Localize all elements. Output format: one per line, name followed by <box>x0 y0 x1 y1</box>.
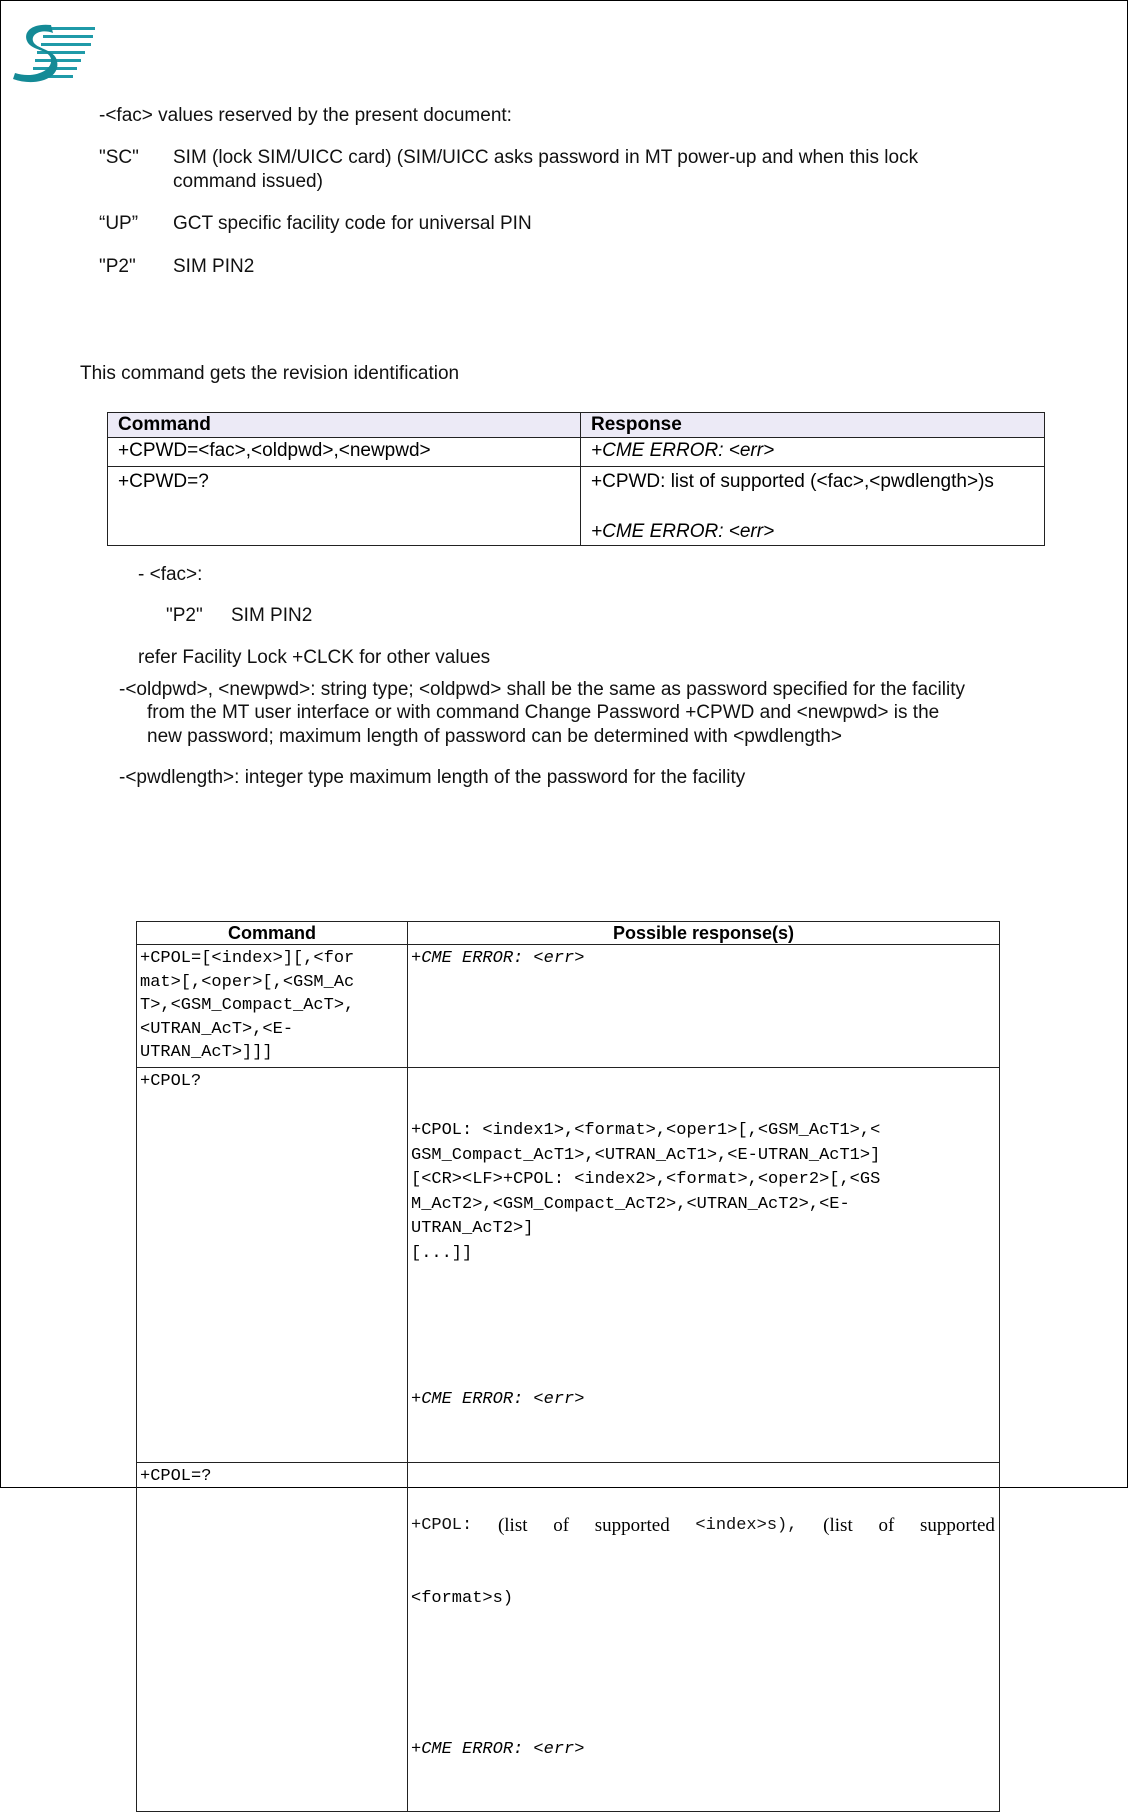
cpwd-intro: This command gets the revision identification <box>80 363 460 384</box>
fac-desc-up: GCT specific facility code for universal PIN <box>173 213 532 234</box>
cpol-resp-test-line1 <box>411 1514 995 1539</box>
fac-code-p2: "P2" <box>99 256 136 277</box>
cpwd-resp-test <box>581 467 1045 546</box>
cpol-resp-test-word: (list <box>497 1514 528 1536</box>
cpol-resp-test-word: +CPOL: <box>411 1515 473 1535</box>
cpol-resp-test-word: supported <box>920 1514 995 1536</box>
param-oldpwd-line3: new password; maximum length of password can be determined with <pwdlength> <box>147 726 842 747</box>
param-pwdlength: -<pwdlength>: integer type maximum length of the password for the facility <box>119 767 746 788</box>
param-oldpwd-line2: from the MT user interface or with command Change Password +CPWD and <newpwd> is the <box>147 702 940 723</box>
cpol-header-command: Command <box>137 922 408 945</box>
fac-intro: -<fac> values reserved by the present document: <box>99 105 512 126</box>
param-fac-label: - <fac>: <box>138 564 203 585</box>
table-row <box>108 467 1045 546</box>
cpol-cmd-test: +CPOL=? <box>137 1462 408 1812</box>
cpwd-table <box>107 412 1045 546</box>
cpwd-resp-set: +CME ERROR: <err> <box>581 438 1045 467</box>
cpol-cmd-set: +CPOL=[<index>][,<for mat>[,<oper>[,<GSM_Ac T>,<GSM_Compact_AcT>, <UTRAN_AcT>,<E- UTRAN_AcT>]]] <box>137 945 408 1068</box>
fac-desc-sc-line2: command issued) <box>173 171 323 192</box>
fac-code-up: “UP” <box>99 213 139 234</box>
param-p2-code: "P2" <box>166 605 203 626</box>
cpwd-resp-test-line1: +CPWD: list of supported (<fac>,<pwdlength>)s <box>591 471 994 492</box>
cpol-resp-test-word: (list <box>823 1514 853 1536</box>
cpwd-header-command: Command <box>108 413 581 438</box>
cpol-cmd-read: +CPOL? <box>137 1068 408 1463</box>
cpol-resp-set: +CME ERROR: <err> <box>408 945 1000 1068</box>
cpol-resp-test-word: of <box>553 1514 570 1536</box>
cpwd-resp-test-error: +CME ERROR: <err> <box>591 521 775 542</box>
cpol-resp-test <box>408 1462 1000 1812</box>
cpol-resp-test-word: of <box>878 1514 895 1536</box>
cpol-resp-test-error: +CME ERROR: <err> <box>411 1739 585 1759</box>
cpol-resp-test-word: <index>s), <box>695 1515 798 1535</box>
param-refer: refer Facility Lock +CLCK for other values <box>138 647 491 668</box>
table-row <box>137 945 1000 1068</box>
cpwd-cmd-test: +CPWD=? <box>108 467 581 546</box>
cpol-table <box>136 921 1000 1812</box>
cpol-resp-test-line2: <format>s) <box>411 1589 514 1608</box>
table-row <box>137 1068 1000 1463</box>
cpol-resp-test-word: supported <box>594 1514 670 1536</box>
param-oldpwd-line1: -<oldpwd>, <newpwd>: string type; <oldpwd> shall be the same as password specified for the facility <box>119 679 965 700</box>
fac-code-sc: "SC" <box>99 147 139 168</box>
fac-desc-p2: SIM PIN2 <box>173 256 255 277</box>
table-row <box>108 438 1045 467</box>
table-row <box>137 1462 1000 1812</box>
cpol-resp-read <box>408 1068 1000 1463</box>
cpol-header-response: Possible response(s) <box>408 922 1000 945</box>
company-logo-icon <box>11 21 97 87</box>
cpwd-cmd-set: +CPWD=<fac>,<oldpwd>,<newpwd> <box>108 438 581 467</box>
cpol-resp-read-error: +CME ERROR: <err> <box>411 1390 585 1409</box>
param-p2-desc: SIM PIN2 <box>231 605 313 626</box>
cpwd-header-response: Response <box>581 413 1045 438</box>
cpol-resp-read-body: +CPOL: <index1>,<format>,<oper1>[,<GSM_AcT1>,< GSM_Compact_AcT1>,<UTRAN_AcT1>,<E-UTRAN_AcT1>] [<CR><LF>+CPOL: <index2>,<format>,<oper2>[,<GS M_AcT2>,<GSM_Compact_AcT2>,<UTRAN_AcT2>,<E- UTRAN_AcT2>] [...]] <box>411 1121 881 1263</box>
fac-desc-sc-line1: SIM (lock SIM/UICC card) (SIM/UICC asks password in MT power-up and when this lock <box>173 147 919 168</box>
